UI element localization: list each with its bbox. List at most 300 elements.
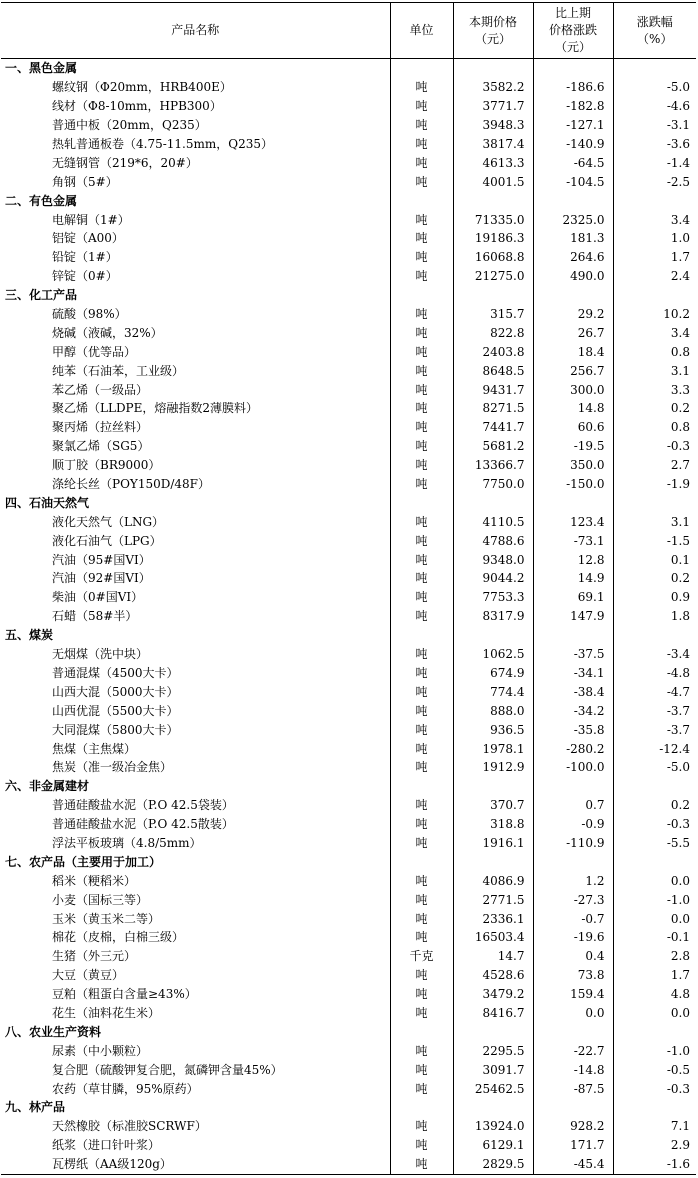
change-cell: 181.3 xyxy=(533,229,613,248)
price-cell: 7750.0 xyxy=(453,475,533,494)
product-name: 焦煤（主焦煤） xyxy=(52,741,137,756)
category-title: 四、石油天然气 xyxy=(5,495,90,510)
percent-cell: -0.3 xyxy=(613,437,696,456)
header-product-name: 产品名称 xyxy=(1,3,390,59)
unit-cell: 吨 xyxy=(390,928,453,947)
percent-cell: 3.3 xyxy=(613,380,696,399)
change-cell: 69.1 xyxy=(533,588,613,607)
category-title: 五、煤炭 xyxy=(5,628,54,643)
table-row xyxy=(1,342,696,361)
price-cell: 1978.1 xyxy=(453,739,533,758)
price-cell: 2295.5 xyxy=(453,1041,533,1060)
empty-cell xyxy=(390,1022,453,1041)
change-cell: 18.4 xyxy=(533,342,613,361)
table-row xyxy=(1,323,696,342)
table-row xyxy=(1,172,696,191)
product-name: 普通硅酸盐水泥（P.O 42.5袋装） xyxy=(52,798,234,813)
unit-cell: 吨 xyxy=(390,701,453,720)
table-row xyxy=(1,966,696,985)
table-row xyxy=(1,720,696,739)
commodity-price-table xyxy=(1,2,696,1175)
category-row xyxy=(1,1022,696,1041)
unit-cell: 吨 xyxy=(390,399,453,418)
percent-cell: 1.7 xyxy=(613,966,696,985)
unit-cell: 吨 xyxy=(390,1060,453,1079)
unit-cell: 吨 xyxy=(390,418,453,437)
product-name: 大豆（黄豆） xyxy=(52,968,125,983)
percent-cell: 3.4 xyxy=(613,210,696,229)
product-name: 热轧普通板卷（4.75-11.5mm，Q235） xyxy=(52,137,273,151)
price-cell: 9431.7 xyxy=(453,380,533,399)
unit-cell: 吨 xyxy=(390,437,453,456)
product-name: 天然橡胶（标准胶SCRWF） xyxy=(52,1119,207,1134)
unit-cell: 吨 xyxy=(390,210,453,229)
product-name: 苯乙烯（一级品） xyxy=(52,382,149,397)
price-cell: 315.7 xyxy=(453,305,533,324)
empty-cell xyxy=(613,777,696,796)
product-name: 线材（Φ8-10mm，HPB300） xyxy=(52,99,222,114)
change-cell: -37.5 xyxy=(533,645,613,664)
product-name: 无缝钢管（219*6，20#） xyxy=(52,155,198,170)
empty-cell xyxy=(613,626,696,645)
unit-cell: 吨 xyxy=(390,342,453,361)
table-body xyxy=(1,59,696,1175)
product-name: 聚乙烯（LLDPE，熔融指数2薄膜料） xyxy=(52,401,259,416)
change-cell: -0.7 xyxy=(533,909,613,928)
table-row xyxy=(1,588,696,607)
header-price-line-2: （元） xyxy=(474,31,511,46)
empty-cell xyxy=(453,626,533,645)
percent-cell: -1.0 xyxy=(613,1041,696,1060)
table-row xyxy=(1,305,696,324)
product-name: 螺纹钢（Φ20mm，HRB400E） xyxy=(52,80,232,95)
price-cell: 9044.2 xyxy=(453,569,533,588)
change-cell: -45.4 xyxy=(533,1155,613,1174)
percent-cell: -1.5 xyxy=(613,531,696,550)
price-cell: 21275.0 xyxy=(453,267,533,286)
product-name: 大同混煤（5800大卡） xyxy=(52,722,179,737)
product-name: 焦炭（准一级冶金焦） xyxy=(52,760,173,775)
price-cell: 4613.3 xyxy=(453,153,533,172)
unit-cell: 吨 xyxy=(390,720,453,739)
unit-cell: 吨 xyxy=(390,1155,453,1174)
empty-cell xyxy=(613,1022,696,1041)
price-cell: 8416.7 xyxy=(453,1004,533,1023)
percent-cell: -3.4 xyxy=(613,645,696,664)
price-cell: 8271.5 xyxy=(453,399,533,418)
product-name: 普通混煤（4500大卡） xyxy=(52,665,179,680)
change-cell: 171.7 xyxy=(533,1136,613,1155)
category-row xyxy=(1,852,696,871)
price-cell: 5681.2 xyxy=(453,437,533,456)
product-name: 山西优混（5500大卡） xyxy=(52,703,179,718)
product-name: 小麦（国标三等） xyxy=(52,892,149,907)
header-change-line-1: 比上期 xyxy=(554,6,591,20)
change-cell: -34.2 xyxy=(533,701,613,720)
price-cell: 13924.0 xyxy=(453,1117,533,1136)
empty-cell xyxy=(533,777,613,796)
price-cell: 774.4 xyxy=(453,682,533,701)
product-name: 液化石油气（LPG） xyxy=(52,533,162,548)
header-percent-line-1: 涨跌幅 xyxy=(636,14,673,29)
product-name: 普通硅酸盐水泥（P.O 42.5散装） xyxy=(52,817,234,832)
percent-cell: -1.0 xyxy=(613,890,696,909)
product-name: 农药（草甘膦，95%原药） xyxy=(52,1081,199,1096)
category-row xyxy=(1,626,696,645)
percent-cell: -4.6 xyxy=(613,97,696,116)
table-row xyxy=(1,682,696,701)
product-name: 花生（油料花生米） xyxy=(52,1005,161,1020)
product-name: 甲醇（优等品） xyxy=(52,344,137,359)
product-name: 复合肥（硫酸钾复合肥，氮磷钾含量45%） xyxy=(52,1062,283,1077)
price-cell: 7753.3 xyxy=(453,588,533,607)
product-name: 尿素（中小颗粒） xyxy=(52,1043,149,1058)
price-cell: 2771.5 xyxy=(453,890,533,909)
percent-cell: -2.5 xyxy=(613,172,696,191)
price-cell: 9348.0 xyxy=(453,550,533,569)
change-cell: -0.9 xyxy=(533,815,613,834)
empty-cell xyxy=(613,59,696,78)
price-cell: 4001.5 xyxy=(453,172,533,191)
change-cell: 0.7 xyxy=(533,796,613,815)
unit-cell: 吨 xyxy=(390,475,453,494)
empty-cell xyxy=(390,852,453,871)
table-row xyxy=(1,380,696,399)
unit-cell: 吨 xyxy=(390,871,453,890)
unit-cell: 吨 xyxy=(390,116,453,135)
unit-cell: 吨 xyxy=(390,796,453,815)
change-cell: -182.8 xyxy=(533,97,613,116)
unit-cell: 吨 xyxy=(390,229,453,248)
change-cell: 147.9 xyxy=(533,607,613,626)
change-cell: 12.8 xyxy=(533,550,613,569)
price-cell: 3091.7 xyxy=(453,1060,533,1079)
percent-cell: 3.1 xyxy=(613,361,696,380)
change-cell: -19.5 xyxy=(533,437,613,456)
table-row xyxy=(1,1041,696,1060)
percent-cell: -3.1 xyxy=(613,116,696,135)
table-row xyxy=(1,928,696,947)
change-cell: -27.3 xyxy=(533,890,613,909)
table-row xyxy=(1,267,696,286)
product-name: 烧碱（液碱，32%） xyxy=(52,325,163,340)
price-cell: 16068.8 xyxy=(453,248,533,267)
change-cell: 1.2 xyxy=(533,871,613,890)
percent-cell: 4.8 xyxy=(613,985,696,1004)
table-row xyxy=(1,796,696,815)
percent-cell: 0.0 xyxy=(613,871,696,890)
table-row xyxy=(1,531,696,550)
change-cell: 14.8 xyxy=(533,399,613,418)
empty-cell xyxy=(453,191,533,210)
empty-cell xyxy=(533,852,613,871)
category-row xyxy=(1,777,696,796)
percent-cell: 0.2 xyxy=(613,399,696,418)
percent-cell: 2.7 xyxy=(613,456,696,475)
price-cell: 3948.3 xyxy=(453,116,533,135)
unit-cell: 吨 xyxy=(390,1004,453,1023)
category-title: 六、非金属建材 xyxy=(5,779,90,794)
header-change xyxy=(533,3,613,59)
table-row xyxy=(1,947,696,966)
product-name: 聚丙烯（拉丝料） xyxy=(52,420,149,435)
table-row xyxy=(1,97,696,116)
change-cell: -140.9 xyxy=(533,135,613,154)
change-cell: 14.9 xyxy=(533,569,613,588)
unit-cell: 吨 xyxy=(390,512,453,531)
change-cell: -150.0 xyxy=(533,475,613,494)
percent-cell: -1.9 xyxy=(613,475,696,494)
table-row xyxy=(1,399,696,418)
price-cell: 6129.1 xyxy=(453,1136,533,1155)
change-cell: 490.0 xyxy=(533,267,613,286)
unit-cell: 吨 xyxy=(390,909,453,928)
table-row xyxy=(1,1155,696,1174)
table-row xyxy=(1,437,696,456)
table-row xyxy=(1,1060,696,1079)
change-cell: -110.9 xyxy=(533,834,613,853)
table-row xyxy=(1,871,696,890)
table-row xyxy=(1,815,696,834)
product-name: 瓦楞纸（AA级120g） xyxy=(1,1155,390,1174)
category-row xyxy=(1,59,696,78)
empty-cell xyxy=(613,493,696,512)
empty-cell xyxy=(390,191,453,210)
product-name: 铝锭（A00） xyxy=(52,231,124,246)
product-name: 顺丁胶（BR9000） xyxy=(52,458,161,473)
price-cell: 4110.5 xyxy=(453,512,533,531)
price-cell: 1912.9 xyxy=(453,758,533,777)
unit-cell: 千克 xyxy=(390,947,453,966)
price-cell: 8648.5 xyxy=(453,361,533,380)
change-cell: 159.4 xyxy=(533,985,613,1004)
price-cell: 4086.9 xyxy=(453,871,533,890)
unit-cell: 吨 xyxy=(390,682,453,701)
empty-cell xyxy=(613,286,696,305)
empty-cell xyxy=(390,286,453,305)
empty-cell xyxy=(453,59,533,78)
unit-cell: 吨 xyxy=(390,172,453,191)
unit-cell: 吨 xyxy=(390,323,453,342)
table-header-row xyxy=(1,3,696,59)
unit-cell: 吨 xyxy=(390,380,453,399)
change-cell: 928.2 xyxy=(533,1117,613,1136)
table-row xyxy=(1,890,696,909)
change-cell: 256.7 xyxy=(533,361,613,380)
change-cell: -38.4 xyxy=(533,682,613,701)
category-row xyxy=(1,191,696,210)
percent-cell: -3.6 xyxy=(613,135,696,154)
change-cell: -104.5 xyxy=(533,172,613,191)
price-cell: 2403.8 xyxy=(453,342,533,361)
table-row xyxy=(1,135,696,154)
table-row xyxy=(1,361,696,380)
empty-cell xyxy=(453,286,533,305)
empty-cell xyxy=(533,493,613,512)
empty-cell xyxy=(533,626,613,645)
unit-cell: 吨 xyxy=(390,361,453,380)
change-cell: -14.8 xyxy=(533,1060,613,1079)
unit-cell: 吨 xyxy=(390,645,453,664)
header-unit: 单位 xyxy=(390,3,453,59)
change-cell: 264.6 xyxy=(533,248,613,267)
percent-cell: 2.8 xyxy=(613,947,696,966)
table-row xyxy=(1,701,696,720)
price-cell: 4788.6 xyxy=(453,531,533,550)
empty-cell xyxy=(390,1098,453,1117)
unit-cell: 吨 xyxy=(390,664,453,683)
product-name: 涤纶长丝（POY150D/48F） xyxy=(52,477,210,492)
price-cell: 3771.7 xyxy=(453,97,533,116)
price-cell: 2829.5 xyxy=(453,1155,533,1174)
product-name: 石蜡（58#半） xyxy=(52,609,138,624)
percent-cell: -0.1 xyxy=(613,928,696,947)
product-name: 汽油（92#国VI） xyxy=(52,571,151,586)
percent-cell: -0.3 xyxy=(613,1079,696,1098)
table-row xyxy=(1,550,696,569)
change-cell: 300.0 xyxy=(533,380,613,399)
empty-cell xyxy=(453,493,533,512)
price-cell: 4528.6 xyxy=(453,966,533,985)
price-cell: 370.7 xyxy=(453,796,533,815)
change-cell: 350.0 xyxy=(533,456,613,475)
unit-cell: 吨 xyxy=(390,531,453,550)
product-name: 角钢（5#） xyxy=(52,174,118,189)
unit-cell: 吨 xyxy=(390,1041,453,1060)
percent-cell: 0.0 xyxy=(613,1004,696,1023)
product-name: 稻米（粳稻米） xyxy=(52,873,137,888)
unit-cell: 吨 xyxy=(390,569,453,588)
change-cell: 2325.0 xyxy=(533,210,613,229)
unit-cell: 吨 xyxy=(390,1117,453,1136)
table-row xyxy=(1,153,696,172)
percent-cell: 0.2 xyxy=(613,569,696,588)
percent-cell: -5.0 xyxy=(613,758,696,777)
unit-cell: 吨 xyxy=(390,834,453,853)
price-cell: 16503.4 xyxy=(453,928,533,947)
header-percent-line-2: （%） xyxy=(637,31,673,46)
table-row xyxy=(1,569,696,588)
change-cell: -19.6 xyxy=(533,928,613,947)
unit-cell: 吨 xyxy=(390,739,453,758)
percent-cell: 3.4 xyxy=(613,323,696,342)
table-row xyxy=(1,1136,696,1155)
change-cell: -186.6 xyxy=(533,78,613,97)
empty-cell xyxy=(390,626,453,645)
empty-cell xyxy=(390,493,453,512)
percent-cell: -3.7 xyxy=(613,720,696,739)
price-cell: 13366.7 xyxy=(453,456,533,475)
unit-cell: 吨 xyxy=(390,966,453,985)
change-cell: -22.7 xyxy=(533,1041,613,1060)
category-row xyxy=(1,493,696,512)
unit-cell: 吨 xyxy=(390,607,453,626)
header-change-line-2: 价格涨跌 xyxy=(548,23,597,37)
price-cell: 1916.1 xyxy=(453,834,533,853)
category-title: 一、黑色金属 xyxy=(5,61,78,76)
percent-cell: 1.0 xyxy=(613,229,696,248)
change-cell: -280.2 xyxy=(533,739,613,758)
product-name: 棉花（皮棉，白棉三级） xyxy=(52,930,185,945)
unit-cell: 吨 xyxy=(390,456,453,475)
product-name: 浮法平板玻璃（4.8/5mm） xyxy=(52,835,202,850)
percent-cell: 0.8 xyxy=(613,418,696,437)
percent-cell: 0.8 xyxy=(613,342,696,361)
percent-cell: 2.9 xyxy=(613,1136,696,1155)
change-cell: 73.8 xyxy=(533,966,613,985)
unit-cell: 吨 xyxy=(390,153,453,172)
change-cell: 26.7 xyxy=(533,323,613,342)
empty-cell xyxy=(613,191,696,210)
unit-cell: 吨 xyxy=(390,248,453,267)
product-name: 硫酸（98%） xyxy=(52,307,127,322)
percent-cell: -4.7 xyxy=(613,682,696,701)
category-title: 三、化工产品 xyxy=(5,288,78,303)
table-row xyxy=(1,456,696,475)
unit-cell: 吨 xyxy=(390,1079,453,1098)
change-cell: 123.4 xyxy=(533,512,613,531)
change-cell: 60.6 xyxy=(533,418,613,437)
table-row xyxy=(1,1004,696,1023)
change-cell: -34.1 xyxy=(533,664,613,683)
percent-cell: 0.1 xyxy=(613,550,696,569)
table-row xyxy=(1,512,696,531)
price-cell: 888.0 xyxy=(453,701,533,720)
empty-cell xyxy=(390,777,453,796)
unit-cell: 吨 xyxy=(390,305,453,324)
unit-cell: 吨 xyxy=(390,1136,453,1155)
header-percent xyxy=(613,3,696,59)
percent-cell: -0.3 xyxy=(613,815,696,834)
price-cell: 2336.1 xyxy=(453,909,533,928)
percent-cell: -1.6 xyxy=(613,1155,696,1174)
table-row xyxy=(1,475,696,494)
percent-cell: 7.1 xyxy=(613,1117,696,1136)
table-row xyxy=(1,834,696,853)
change-cell: -73.1 xyxy=(533,531,613,550)
table-row xyxy=(1,607,696,626)
category-title: 七、农产品（主要用于加工） xyxy=(5,854,162,869)
price-cell: 3817.4 xyxy=(453,135,533,154)
unit-cell: 吨 xyxy=(390,815,453,834)
category-title: 二、有色金属 xyxy=(5,193,78,208)
empty-cell xyxy=(453,1022,533,1041)
percent-cell: 1.7 xyxy=(613,248,696,267)
price-cell: 71335.0 xyxy=(453,210,533,229)
change-cell: 29.2 xyxy=(533,305,613,324)
percent-cell: 2.4 xyxy=(613,267,696,286)
percent-cell: -5.5 xyxy=(613,834,696,853)
product-name: 普通中板（20mm，Q235） xyxy=(52,118,207,133)
product-name: 柴油（0#国VI） xyxy=(52,590,144,605)
unit-cell: 吨 xyxy=(390,267,453,286)
unit-cell: 吨 xyxy=(390,97,453,116)
percent-cell: -5.0 xyxy=(613,78,696,97)
unit-cell: 吨 xyxy=(390,758,453,777)
percent-cell: -3.7 xyxy=(613,701,696,720)
empty-cell xyxy=(533,191,613,210)
table-row xyxy=(1,418,696,437)
price-cell: 8317.9 xyxy=(453,607,533,626)
empty-cell xyxy=(533,1098,613,1117)
table-row xyxy=(1,210,696,229)
change-cell: -35.8 xyxy=(533,720,613,739)
table-row xyxy=(1,664,696,683)
price-cell: 3582.2 xyxy=(453,78,533,97)
unit-cell: 吨 xyxy=(390,588,453,607)
product-name: 聚氯乙烯（SG5） xyxy=(52,439,150,454)
percent-cell: -12.4 xyxy=(613,739,696,758)
